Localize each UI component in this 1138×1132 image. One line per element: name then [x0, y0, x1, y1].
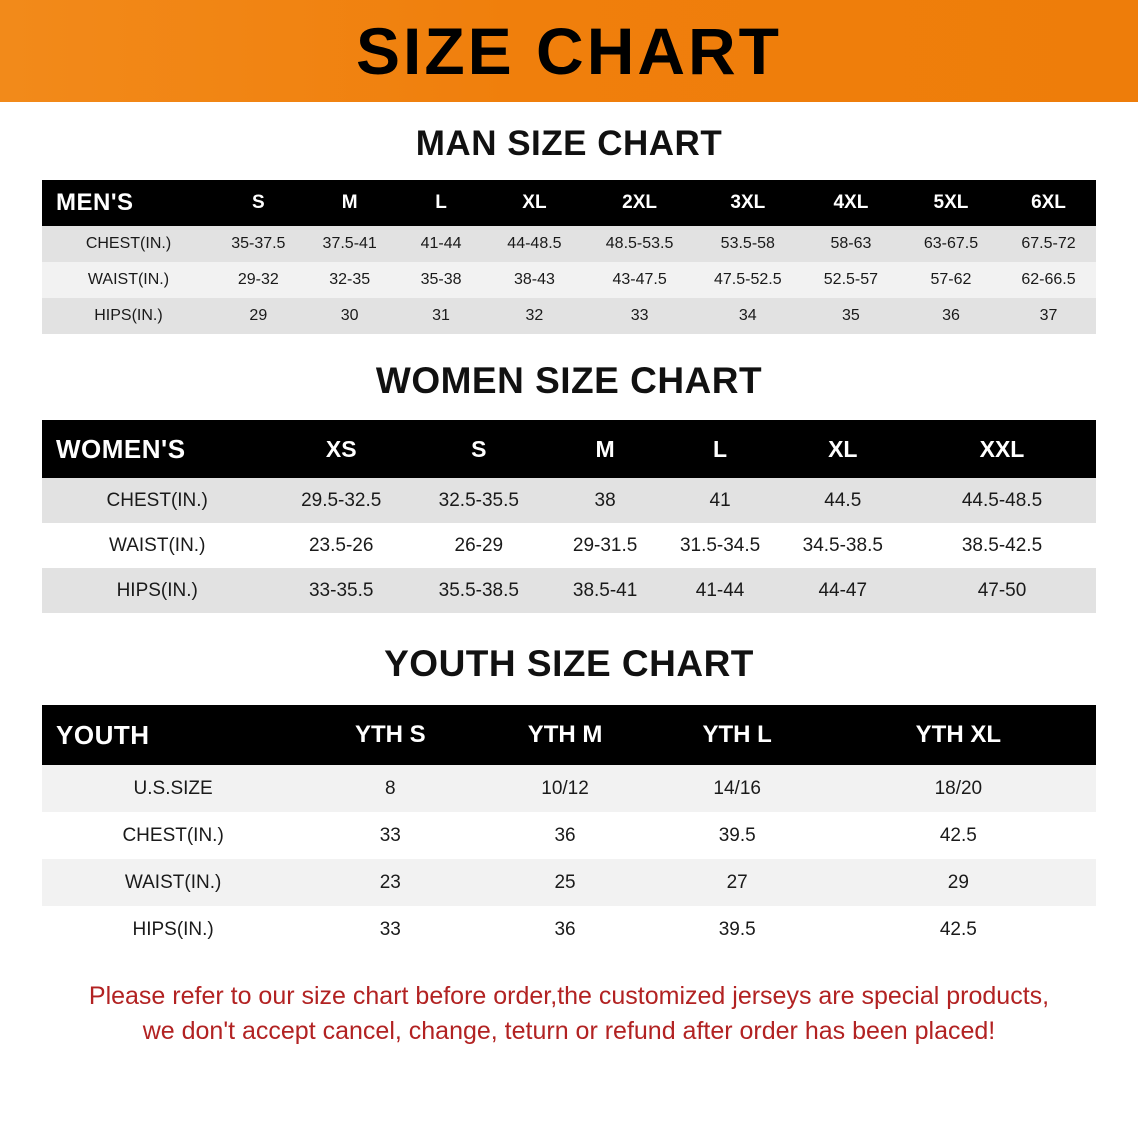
- man-row-label-2: HIPS(IN.): [94, 307, 163, 324]
- man-table-wrap: [0, 180, 1138, 334]
- women-cell-1-5: 38.5-42.5: [961, 534, 1043, 556]
- youth-row-label-2: WAIST(IN.): [124, 871, 222, 893]
- man-cell-1-1: 32-35: [329, 271, 371, 288]
- youth-header-cell-1: YTH S: [304, 705, 476, 765]
- man-section-title: MAN SIZE CHART: [415, 124, 723, 163]
- youth-header-cell-2: YTH M: [476, 705, 653, 765]
- women-header-cell-0: WOMEN'S: [42, 420, 272, 478]
- youth-cell-2-1: 25: [554, 871, 576, 893]
- man-cell-2-7: 36: [942, 307, 960, 324]
- women-cell-0-4: 44.5: [824, 489, 862, 511]
- man-header-cell-0: MEN'S: [42, 180, 215, 226]
- man-row-label-1: WAIST(IN.): [87, 271, 170, 288]
- man-cell-2-2: 31: [432, 307, 450, 324]
- table-row: [42, 906, 1096, 953]
- table-row: [42, 765, 1096, 812]
- man-cell-1-5: 47.5-52.5: [714, 271, 782, 288]
- women-cell-0-2: 38: [594, 489, 616, 511]
- man-cell-0-0: 35-37.5: [231, 235, 286, 252]
- women-cell-2-5: 47-50: [977, 579, 1027, 601]
- women-header-cell-4: L: [663, 420, 778, 478]
- policy-note-line-1: Please refer to our size chart before order,the customized jerseys are special products,: [88, 982, 1050, 1010]
- man-cell-1-2: 35-38: [420, 271, 462, 288]
- youth-cell-2-0: 23: [379, 871, 401, 893]
- women-header-cell-5: XL: [778, 420, 908, 478]
- youth-table-wrap: [0, 705, 1138, 953]
- women-cell-2-4: 44-47: [818, 579, 868, 601]
- women-size-table: [42, 420, 1096, 613]
- man-header-cell-5: 2XL: [584, 180, 694, 226]
- banner: [0, 0, 1138, 102]
- women-header-cell-3: M: [548, 420, 663, 478]
- youth-header-cell-0: YOUTH: [42, 705, 304, 765]
- table-row: [42, 812, 1096, 859]
- man-size-table: [42, 180, 1096, 334]
- youth-header-cell-4: YTH XL: [821, 705, 1096, 765]
- table-row: [42, 226, 1096, 262]
- youth-cell-1-2: 39.5: [718, 824, 756, 846]
- man-cell-2-0: 29: [249, 307, 268, 324]
- policy-note-line-2: we don't accept cancel, change, teturn or refund after order has been placed!: [142, 1016, 996, 1045]
- man-cell-0-6: 58-63: [830, 235, 872, 252]
- women-header-cell-1: XS: [272, 420, 410, 478]
- youth-header-cell-3: YTH L: [654, 705, 821, 765]
- youth-cell-3-3: 42.5: [939, 918, 977, 940]
- youth-row-label-0: U.S.SIZE: [133, 777, 213, 799]
- man-cell-0-7: 63-67.5: [923, 235, 979, 252]
- women-section-title: WOMEN SIZE CHART: [375, 360, 763, 401]
- man-cell-0-2: 41-44: [420, 235, 462, 252]
- man-header-cell-3: L: [398, 180, 485, 226]
- youth-cell-3-2: 39.5: [718, 918, 756, 940]
- man-cell-1-6: 52.5-57: [823, 271, 879, 288]
- youth-cell-2-2: 27: [726, 871, 748, 893]
- man-cell-1-7: 57-62: [930, 271, 972, 288]
- youth-row-label-1: CHEST(IN.): [122, 824, 224, 846]
- man-header-cell-9: 6XL: [1001, 180, 1096, 226]
- women-header-cell-6: XXL: [908, 420, 1096, 478]
- man-header-cell-7: 4XL: [801, 180, 901, 226]
- women-row-label-1: WAIST(IN.): [109, 534, 206, 556]
- table-header-row: [42, 180, 1096, 226]
- women-cell-2-3: 41-44: [695, 579, 745, 601]
- man-cell-1-8: 62-66.5: [1021, 271, 1076, 288]
- youth-cell-1-0: 33: [379, 824, 401, 846]
- man-header-cell-6: 3XL: [695, 180, 801, 226]
- banner-title: SIZE CHART: [356, 14, 782, 88]
- table-header-row: [42, 705, 1096, 765]
- women-cell-1-2: 29-31.5: [572, 534, 638, 556]
- youth-cell-0-0: 8: [385, 777, 396, 799]
- man-cell-2-6: 35: [842, 307, 860, 324]
- table-row: [42, 262, 1096, 298]
- man-row-label-0: CHEST(IN.): [85, 235, 172, 252]
- women-row-label-2: HIPS(IN.): [116, 579, 198, 601]
- women-cell-2-1: 35.5-38.5: [438, 579, 519, 601]
- youth-cell-3-0: 33: [379, 918, 401, 940]
- women-cell-1-4: 34.5-38.5: [802, 534, 883, 556]
- table-row: [42, 568, 1096, 613]
- man-cell-2-5: 34: [738, 307, 757, 324]
- table-header-row: [42, 420, 1096, 478]
- man-cell-2-1: 30: [340, 307, 359, 324]
- man-cell-0-8: 67.5-72: [1021, 235, 1076, 252]
- youth-cell-0-3: 18/20: [934, 777, 983, 799]
- youth-cell-3-1: 36: [554, 918, 576, 940]
- man-cell-1-3: 38-43: [513, 271, 555, 288]
- man-cell-2-4: 33: [630, 307, 649, 324]
- man-cell-2-3: 32: [525, 307, 544, 324]
- women-cell-0-3: 41: [709, 489, 731, 511]
- man-cell-0-3: 44-48.5: [507, 235, 562, 252]
- man-header-cell-2: M: [302, 180, 398, 226]
- table-row: [42, 523, 1096, 568]
- man-cell-0-5: 53.5-58: [720, 235, 775, 252]
- man-cell-0-4: 48.5-53.5: [605, 235, 674, 252]
- youth-cell-0-2: 14/16: [713, 777, 761, 799]
- man-header-cell-8: 5XL: [901, 180, 1001, 226]
- women-cell-1-1: 26-29: [454, 534, 504, 556]
- youth-cell-0-1: 10/12: [541, 777, 589, 799]
- table-row: [42, 859, 1096, 906]
- youth-size-table: [42, 705, 1096, 953]
- man-cell-0-1: 37.5-41: [322, 235, 377, 252]
- women-cell-0-1: 32.5-35.5: [438, 489, 519, 511]
- women-cell-2-2: 38.5-41: [572, 579, 638, 601]
- man-header-cell-1: S: [215, 180, 302, 226]
- youth-section-title: YOUTH SIZE CHART: [384, 643, 754, 684]
- youth-cell-1-3: 42.5: [939, 824, 977, 846]
- women-cell-1-3: 31.5-34.5: [679, 534, 761, 556]
- women-header-cell-2: S: [410, 420, 548, 478]
- women-cell-1-0: 23.5-26: [308, 534, 374, 556]
- table-row: [42, 478, 1096, 523]
- man-cell-1-4: 43-47.5: [612, 271, 667, 288]
- man-header-cell-4: XL: [484, 180, 584, 226]
- man-cell-1-0: 29-32: [237, 271, 279, 288]
- table-row: [42, 298, 1096, 334]
- policy-note: [34, 979, 1104, 1048]
- women-cell-0-0: 29.5-32.5: [301, 489, 382, 511]
- man-cell-2-8: 37: [1039, 307, 1058, 324]
- youth-cell-2-3: 29: [947, 871, 969, 893]
- women-cell-0-5: 44.5-48.5: [961, 489, 1043, 511]
- youth-cell-1-1: 36: [554, 824, 576, 846]
- women-table-wrap: [0, 420, 1138, 613]
- youth-row-label-3: HIPS(IN.): [132, 918, 214, 940]
- women-cell-2-0: 33-35.5: [308, 579, 374, 601]
- women-row-label-0: CHEST(IN.): [106, 489, 208, 511]
